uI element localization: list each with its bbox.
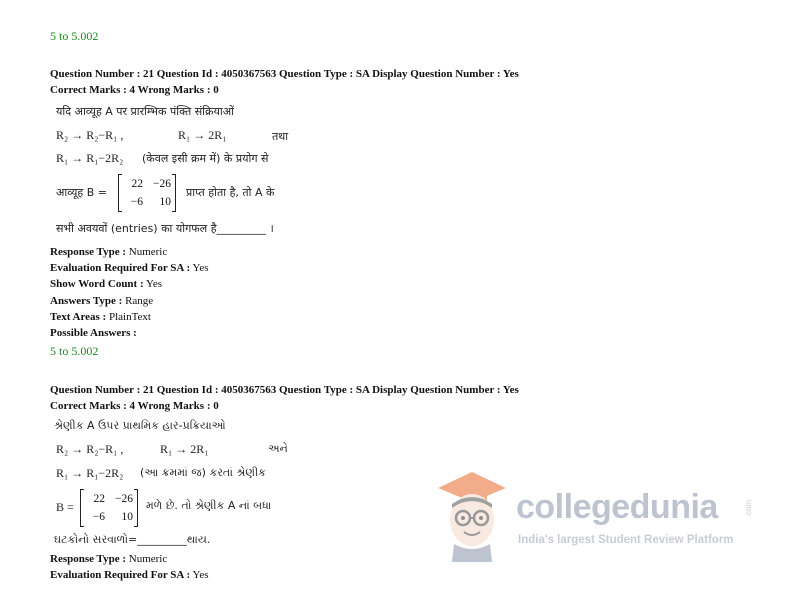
matrix-cell: −6 bbox=[92, 511, 105, 523]
response-type-row bbox=[50, 553, 167, 565]
brand-tld: .com bbox=[744, 499, 754, 518]
matrix-row bbox=[85, 508, 133, 526]
question-text-line-3: (केवल इसी क्रम में) के प्रयोग से bbox=[142, 152, 269, 165]
matrix-b bbox=[80, 489, 138, 527]
field-value: Range bbox=[125, 295, 154, 307]
field-label: Text Areas : bbox=[50, 311, 107, 323]
matrix-cell: 22 bbox=[131, 178, 143, 190]
matrix-label: B = bbox=[56, 500, 74, 514]
evaluation-row bbox=[50, 262, 209, 274]
conjunction-text: અને bbox=[268, 442, 288, 455]
field-value: PlainText bbox=[108, 311, 151, 323]
field-value: Numeric bbox=[128, 246, 168, 258]
evaluation-row bbox=[50, 569, 209, 581]
field-label: Response Type : bbox=[50, 246, 126, 258]
previous-possible-answer: 5 to 5.002 bbox=[50, 29, 99, 43]
matrix-row bbox=[85, 490, 133, 508]
field-label: Response Type : bbox=[50, 553, 126, 565]
brand-name: collegedunia bbox=[516, 488, 718, 526]
field-label: Evaluation Required For SA : bbox=[50, 569, 191, 581]
conjunction-text: तथा bbox=[272, 130, 289, 143]
operation-2: R₁ → 2R₁ bbox=[178, 128, 227, 142]
possible-answers-label: Possible Answers : bbox=[50, 327, 137, 339]
field-label: Show Word Count : bbox=[50, 278, 144, 290]
collegedunia-watermark bbox=[430, 460, 770, 580]
question-text-line-5: सभी अवयवों (entries) का योगफल है_________ । bbox=[56, 222, 274, 235]
matrix-cell: −26 bbox=[115, 493, 133, 505]
answers-type-row bbox=[50, 295, 153, 307]
question-text-line-5: ઘટકોનો સરવાળો=_________થાય. bbox=[54, 533, 211, 546]
operation-1: R₂ → R₂−R₁ , bbox=[56, 442, 124, 456]
matrix-row bbox=[123, 175, 171, 193]
marks-line: Correct Marks : 4 Wrong Marks : 0 bbox=[50, 400, 219, 412]
brand-tagline: India's largest Student Review Platform bbox=[518, 534, 734, 546]
word-count-row bbox=[50, 278, 162, 290]
question-text-line-1: શ્રેણીક A ઉપર પ્રાથમિક હાર-પ્રક્રિયાઓ bbox=[54, 419, 226, 432]
question-text-line-4: प्राप्त होता है, तो A के bbox=[186, 186, 275, 199]
matrix-row bbox=[123, 193, 171, 211]
operation-3: R₁ → R₁−2R₂ bbox=[56, 151, 124, 165]
field-value: Numeric bbox=[128, 553, 168, 565]
question-header: Question Number : 21 Question Id : 4050367563 Question Type : SA Display Question Number : Yes bbox=[50, 384, 519, 396]
field-value: Yes bbox=[192, 569, 209, 581]
field-value: Yes bbox=[145, 278, 162, 290]
mascot-logo-icon bbox=[432, 464, 512, 564]
field-value: Yes bbox=[192, 262, 209, 274]
operation-1: R₂ → R₂−R₁ , bbox=[56, 128, 124, 142]
operation-3: R₁ → R₁−2R₂ bbox=[56, 466, 124, 480]
field-label: Answers Type : bbox=[50, 295, 123, 307]
response-type-row bbox=[50, 246, 167, 258]
matrix-cell: 22 bbox=[93, 493, 105, 505]
field-label: Evaluation Required For SA : bbox=[50, 262, 191, 274]
matrix-cell: 10 bbox=[159, 196, 171, 208]
matrix-cell: −6 bbox=[130, 196, 143, 208]
operation-2: R₁ → 2R₁ bbox=[160, 442, 209, 456]
question-text-line-4: મળે છે. તો શ્રેણીક A નાં બધા bbox=[146, 499, 272, 512]
question-text-line-3: (આ ક્રમમાં જ) કરતાં શ્રેણીક bbox=[140, 466, 266, 479]
matrix-cell: −26 bbox=[153, 178, 171, 190]
possible-answer: 5 to 5.002 bbox=[50, 344, 99, 358]
text-areas-row bbox=[50, 311, 151, 323]
marks-line: Correct Marks : 4 Wrong Marks : 0 bbox=[50, 84, 219, 96]
matrix-label: आव्यूह B = bbox=[56, 186, 107, 199]
matrix-b bbox=[118, 174, 176, 212]
matrix-cell: 10 bbox=[121, 511, 133, 523]
question-header: Question Number : 21 Question Id : 4050367563 Question Type : SA Display Question Number : Yes bbox=[50, 68, 519, 80]
question-text-line-1: यदि आव्यूह A पर प्रारम्भिक पंक्ति संक्रियाओं bbox=[56, 105, 234, 118]
